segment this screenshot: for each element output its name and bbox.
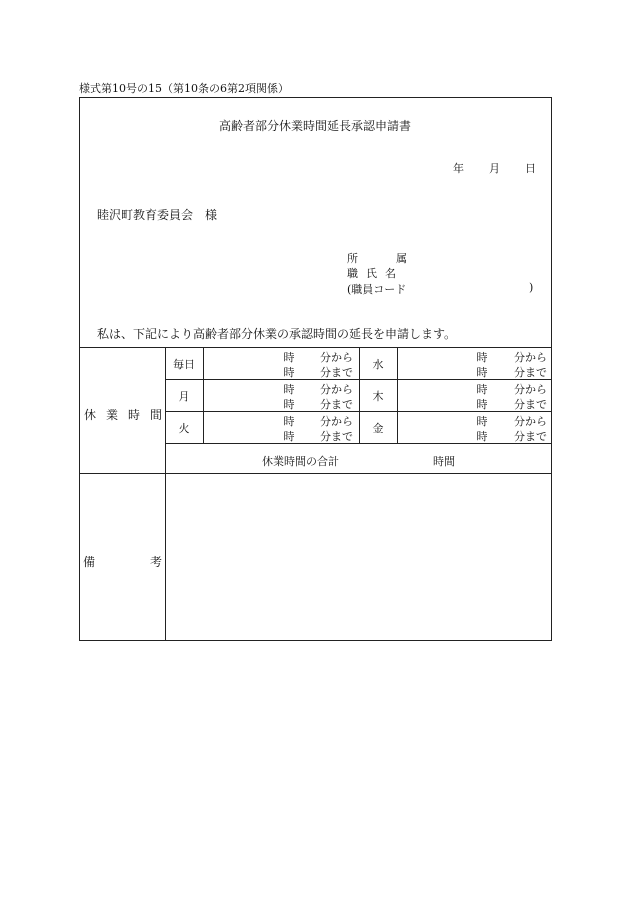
- date-month-field[interactable]: 月: [489, 162, 500, 175]
- from-label[interactable]: 分から: [514, 351, 547, 364]
- hour-label[interactable]: 時: [283, 351, 295, 364]
- hour-label[interactable]: 時: [476, 398, 488, 411]
- total-leave-unit[interactable]: 時間: [433, 455, 455, 468]
- table-top-rule: [79, 347, 552, 348]
- to-label[interactable]: 分まで: [514, 366, 547, 379]
- date-year-field[interactable]: 年: [453, 162, 464, 175]
- from-label[interactable]: 分から: [514, 383, 547, 396]
- name-label[interactable]: 職氏名: [347, 267, 404, 280]
- form-reference: 様式第10号の15（第10条の6第2項関係）: [79, 82, 289, 95]
- from-label[interactable]: 分から: [320, 415, 353, 428]
- day-label-thu: 木: [372, 390, 384, 403]
- hour-label[interactable]: 時: [283, 398, 295, 411]
- affiliation-label-1: 所: [347, 252, 358, 265]
- day-label-tue: 火: [178, 422, 190, 435]
- to-label[interactable]: 分まで: [514, 430, 547, 443]
- to-label[interactable]: 分まで: [320, 430, 353, 443]
- remarks-label-1: 備: [83, 555, 96, 569]
- affiliation-label-2: 属: [396, 252, 407, 265]
- day-label-fri: 金: [372, 422, 384, 435]
- hour-label[interactable]: 時: [476, 430, 488, 443]
- hour-label[interactable]: 時: [283, 415, 295, 428]
- to-label[interactable]: 分まで: [514, 398, 547, 411]
- hour-label[interactable]: 時: [476, 383, 488, 396]
- leave-time-label: 休業時間: [84, 408, 173, 422]
- hour-label[interactable]: 時: [476, 351, 488, 364]
- row-rule-3: [165, 443, 552, 444]
- remarks-label-2: 考: [150, 555, 163, 569]
- remarks-field[interactable]: [166, 474, 551, 640]
- employee-code-close: ): [529, 281, 534, 294]
- hour-label[interactable]: 時: [476, 366, 488, 379]
- hour-label[interactable]: 時: [476, 415, 488, 428]
- date-day-field[interactable]: 日: [525, 162, 536, 175]
- from-label[interactable]: 分から: [514, 415, 547, 428]
- hour-label[interactable]: 時: [283, 430, 295, 443]
- hour-label[interactable]: 時: [283, 383, 295, 396]
- hour-label[interactable]: 時: [283, 366, 295, 379]
- form-title: 高齢者部分休業時間延長承認申請書: [218, 119, 411, 133]
- right-day-rule: [397, 347, 398, 443]
- total-leave-label: 休業時間の合計: [262, 455, 339, 468]
- addressee: 睦沢町教育委員会 様: [97, 208, 218, 222]
- left-day-rule: [203, 347, 204, 443]
- day-label-mon: 月: [178, 390, 190, 403]
- to-label[interactable]: 分まで: [320, 398, 353, 411]
- day-label-everyday: 毎日: [173, 358, 195, 371]
- to-label[interactable]: 分まで: [320, 366, 353, 379]
- from-label[interactable]: 分から: [320, 383, 353, 396]
- from-label[interactable]: 分から: [320, 351, 353, 364]
- employee-code-label[interactable]: (職員コード: [347, 283, 407, 296]
- day-label-wed: 水: [372, 358, 384, 371]
- request-statement: 私は、下記により高齢者部分休業の承認時間の延長を申請します。: [97, 327, 457, 341]
